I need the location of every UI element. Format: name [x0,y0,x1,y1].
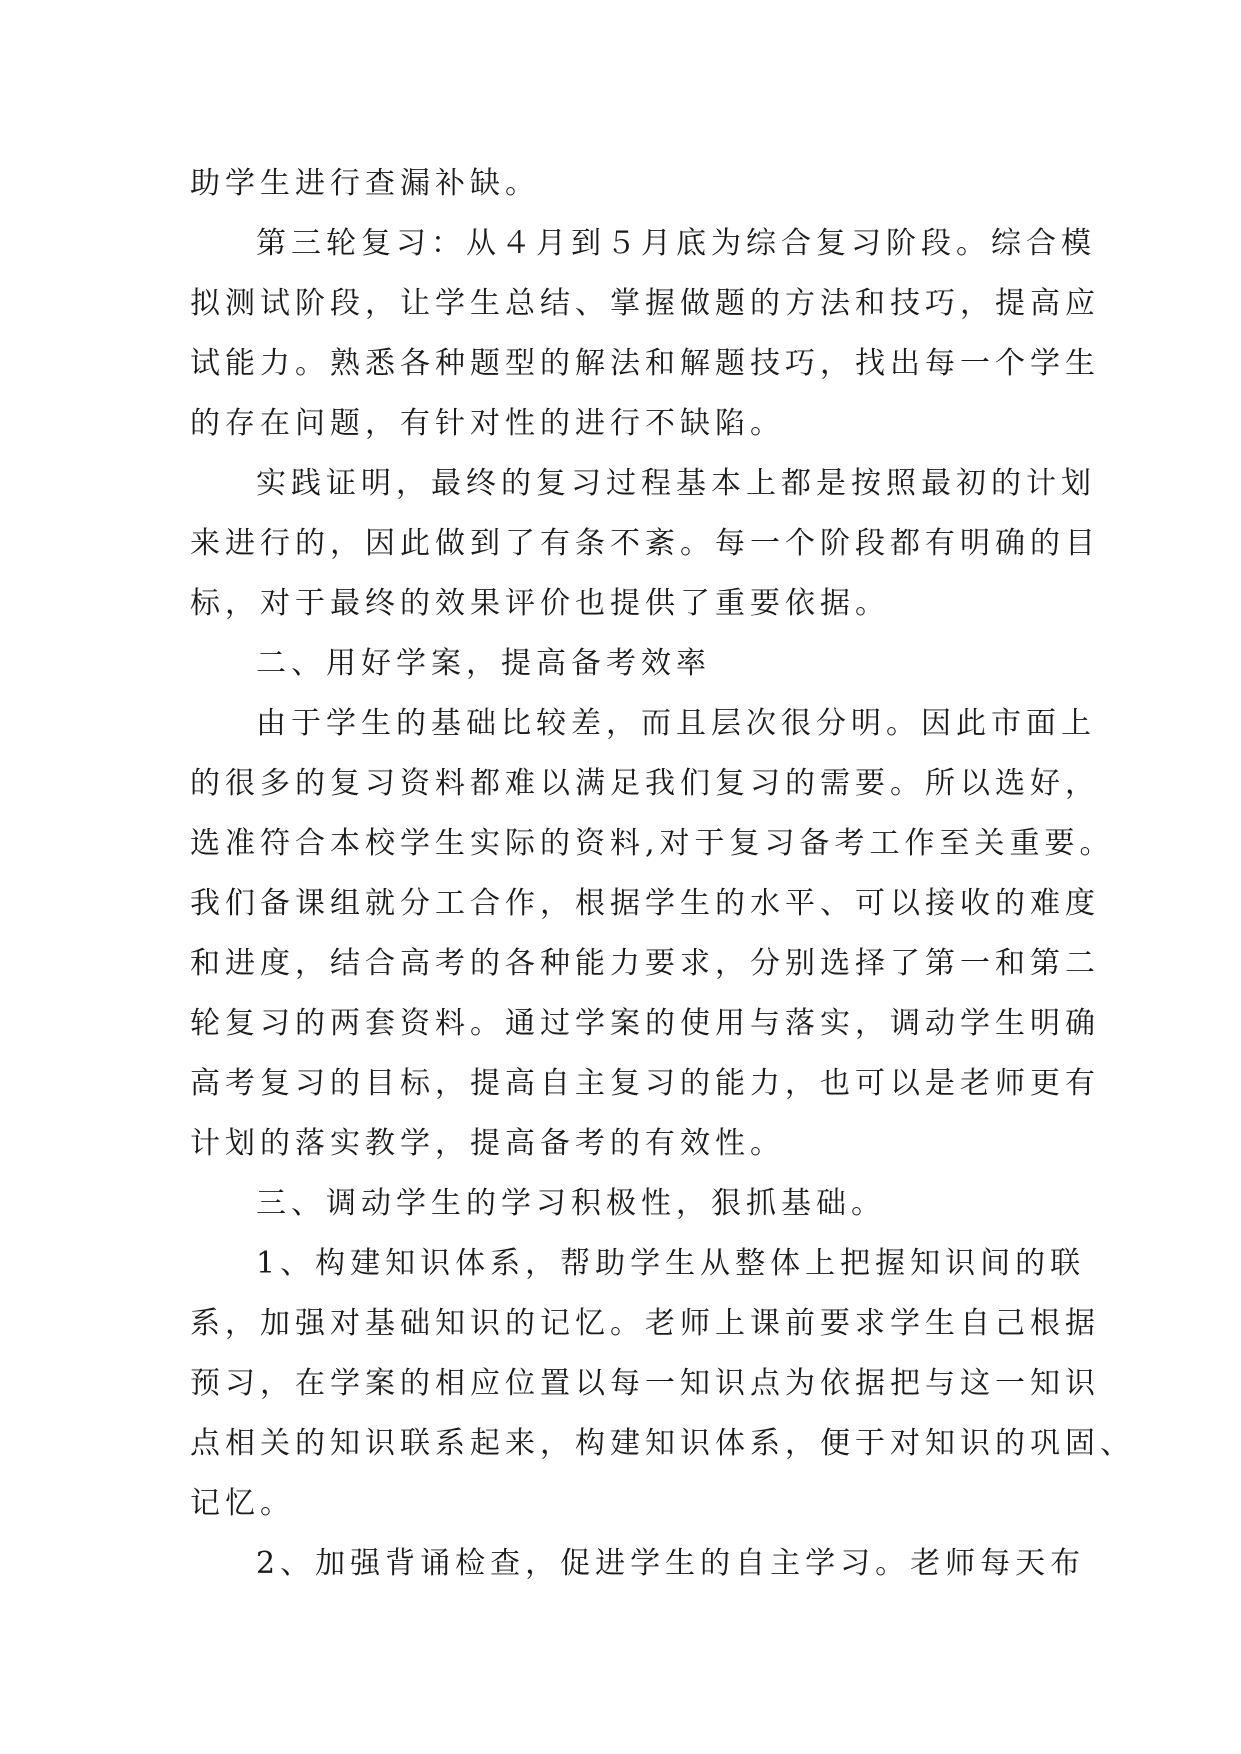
paragraph-line: 预习，在学案的相应位置以每一知识点为依据把与这一知识 [190,1366,1100,1401]
paragraph-line: 选准符合本校学生实际的资料,对于复习备考工作至关重要。 [190,826,1115,861]
paragraph-line: 试能力。熟悉各种题型的解法和解题技巧，找出每一个学生 [190,346,1100,381]
body-text [190,154,1135,1594]
paragraph-line: 助学生进行查漏补缺。 [190,166,540,201]
paragraph-line: 标，对于最终的效果评价也提供了重要依据。 [190,586,890,621]
paragraph-line: 高考复习的目标，提高自主复习的能力，也可以是老师更有 [190,1066,1100,1101]
paragraph-line: 轮复习的两套资料。通过学案的使用与落实，调动学生明确 [190,1006,1100,1041]
paragraph-line: 记忆。 [190,1486,295,1521]
paragraph-line: 系，加强对基础知识的记忆。老师上课前要求学生自己根据 [190,1306,1100,1341]
paragraph-line: 我们备课组就分工合作，根据学生的水平、可以接收的难度 [190,886,1100,921]
paragraph-first-line: 由于学生的基础比较差，而且层次很分明。因此市面上 [256,706,1096,741]
paragraph-first-line: 实践证明，最终的复习过程基本上都是按照最初的计划 [256,466,1096,501]
paragraph-line: 来进行的，因此做到了有条不紊。每一个阶段都有明确的目 [190,526,1100,561]
paragraph-first-line: 1、构建知识体系，帮助学生从整体上把握知识间的联 [256,1246,1086,1281]
paragraph-first-line: 第三轮复习：从４月到５月底为综合复习阶段。综合模 [256,226,1096,261]
paragraph-line: 点相关的知识联系起来，构建知识体系，便于对知识的巩固、 [190,1426,1135,1461]
paragraph-line: 和进度，结合高考的各种能力要求，分别选择了第一和第二 [190,946,1100,981]
paragraph-line: 的存在问题，有针对性的进行不缺陷。 [190,406,785,441]
paragraph-first-line: 2、加强背诵检查，促进学生的自主学习。老师每天布 [256,1546,1086,1581]
paragraph-line: 计划的落实教学，提高备考的有效性。 [190,1126,785,1161]
paragraph-first-line: 二、用好学案，提高备考效率 [256,646,711,681]
paragraph-line: 的很多的复习资料都难以满足我们复习的需要。所以选好， [190,766,1100,801]
paragraph-first-line: 三、调动学生的学习积极性，狠抓基础。 [256,1186,886,1221]
paragraph-line: 拟测试阶段，让学生总结、掌握做题的方法和技巧，提高应 [190,286,1100,321]
